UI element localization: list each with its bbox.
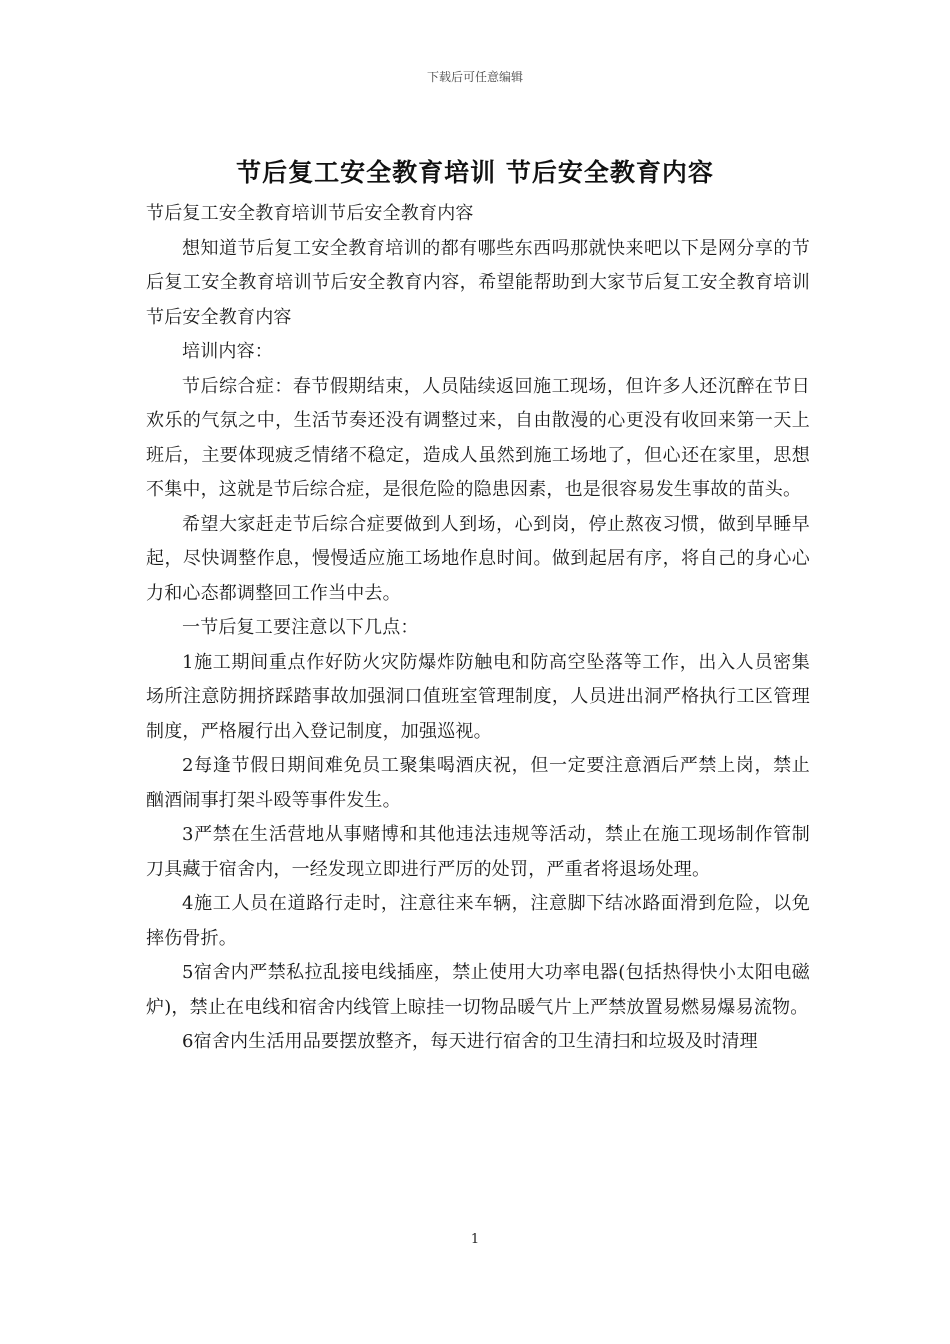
paragraph-item-5: 5宿舍内严禁私拉乱接电线插座，禁止使用大功率电器(包括热得快小太阳电磁炉)，禁止在电线和宿舍内线管上晾挂一切物品暖气片上严禁放置易燃易爆易流物。 <box>146 962 810 1018</box>
paragraph-intro: 想知道节后复工安全教育培训的都有哪些东西吗那就快来吧以下是网分享的节后复工安全教育培训节后安全教育内容，希望能帮助到大家节后复工安全教育培训节后安全教育内容 <box>146 237 810 328</box>
document-body <box>146 197 810 1060</box>
paragraph-notes-heading: 一节后复工要注意以下几点： <box>182 617 419 638</box>
paragraph-item-4: 4施工人员在道路行走时，注意往来车辆，注意脚下结冰路面滑到危险，以免摔伤骨折。 <box>146 893 810 949</box>
paragraph-item-2: 2每逢节假日期间难免员工聚集喝酒庆祝，但一定要注意酒后严禁上岗，禁止酗酒闹事打架斗殴等事件发生。 <box>146 755 810 811</box>
page-number: 1 <box>470 1232 480 1247</box>
paragraph-subtitle: 节后复工安全教育培训节后安全教育内容 <box>146 203 474 224</box>
document-title: 节后复工安全教育培训 节后安全教育内容 <box>236 158 714 187</box>
paragraph-item-6: 6宿舍内生活用品要摆放整齐，每天进行宿舍的卫生清扫和垃圾及时清理 <box>182 1031 758 1052</box>
paragraph-item-3: 3严禁在生活营地从事赌博和其他违法违规等活动，禁止在施工现场制作管制刀具藏于宿舍内，一经发现立即进行严厉的处罚，严重者将退场处理。 <box>146 824 810 880</box>
paragraph-training-heading: 培训内容： <box>182 341 273 362</box>
paragraph-post-holiday-syndrome: 节后综合症：春节假期结束，人员陆续返回施工现场，但许多人还沉醉在节日欢乐的气氛之中，生活节奏还没有调整过来，自由散漫的心更没有收回来第一天上班后，主要体现疲乏情绪不稳定，造成人虽然到施工场地了，但心还在家里，思想不集中，这就是节后综合症，是很危险的隐患因素，也是很容易发生事故的苗头。 <box>146 375 810 500</box>
page-header-note: 下载后可任意编辑 <box>426 70 523 84</box>
paragraph-advice: 希望大家赶走节后综合症要做到人到场，心到岗，停止熬夜习惯，做到早睡早起，尽快调整作息，慢慢适应施工场地作息时间。做到起居有序，将自己的身心心力和心态都调整回工作当中去。 <box>146 513 810 604</box>
paragraph-item-1: 1施工期间重点作好防火灾防爆炸防触电和防高空坠落等工作，出入人员密集场所注意防拥挤踩踏事故加强洞口值班室管理制度，人员进出洞严格执行工区管理制度，严格履行出入登记制度，加强巡视。 <box>146 651 810 742</box>
